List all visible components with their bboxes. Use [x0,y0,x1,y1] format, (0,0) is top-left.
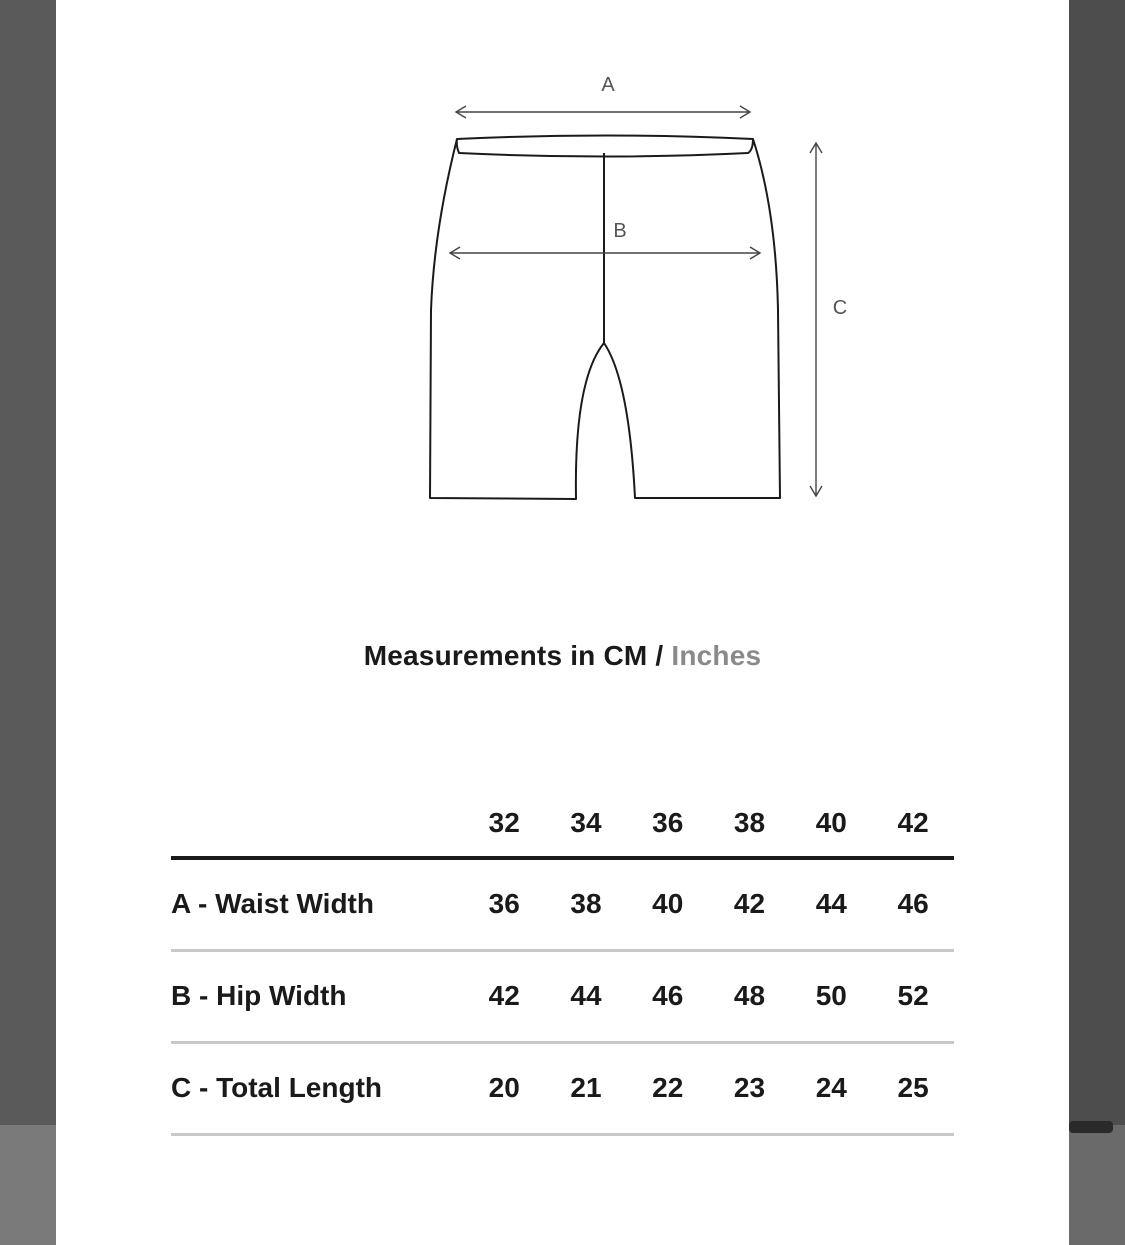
table-row [171,950,954,1042]
length-arrow [810,143,822,496]
row-label-length: C - Total Length [171,1042,463,1134]
backdrop-band-left [0,1125,56,1245]
table-cell: 38 [545,858,627,950]
size-header-row [171,790,954,858]
table-cell: 21 [545,1042,627,1134]
table-cell: 52 [872,950,954,1042]
label-b: B [613,220,627,242]
size-header: 34 [545,790,627,858]
table-cell: 22 [627,1042,709,1134]
table-cell: 42 [463,950,545,1042]
table-cell: 50 [790,950,872,1042]
shorts-diagram [356,60,848,520]
unit-inches-toggle[interactable]: Inches [671,640,762,671]
table-cell: 24 [790,1042,872,1134]
waist-arrow [456,106,750,118]
size-header: 42 [872,790,954,858]
table-cell: 23 [709,1042,791,1134]
size-table [171,790,954,1136]
table-cell: 48 [709,950,791,1042]
size-header: 36 [627,790,709,858]
size-header-blank [171,790,463,858]
measurements-title [56,640,1069,672]
size-header: 32 [463,790,545,858]
backdrop-band-right [1069,1125,1125,1245]
row-label-hip: B - Hip Width [171,950,463,1042]
table-cell: 46 [872,858,954,950]
size-header: 40 [790,790,872,858]
table-cell: 46 [627,950,709,1042]
backdrop-right [1069,0,1125,1245]
table-row [171,1042,954,1134]
unit-cm-label[interactable]: Measurements in CM [363,640,648,671]
table-row [171,858,954,950]
table-cell: 25 [872,1042,954,1134]
table-cell: 20 [463,1042,545,1134]
unit-separator: / [647,640,672,671]
close-icon[interactable] [997,0,1025,6]
label-a: A [601,74,615,96]
table-cell: 40 [627,858,709,950]
table-cell: 42 [709,858,791,950]
label-c: C [832,297,848,319]
size-guide-modal [56,0,1069,1245]
table-cell: 44 [545,950,627,1042]
table-cell: 44 [790,858,872,950]
size-header: 38 [709,790,791,858]
backdrop-left [0,0,56,1245]
row-label-waist: A - Waist Width [171,858,463,950]
table-cell: 36 [463,858,545,950]
backdrop-scroll-pill [1069,1121,1113,1133]
shorts-outline-shape [430,136,780,500]
